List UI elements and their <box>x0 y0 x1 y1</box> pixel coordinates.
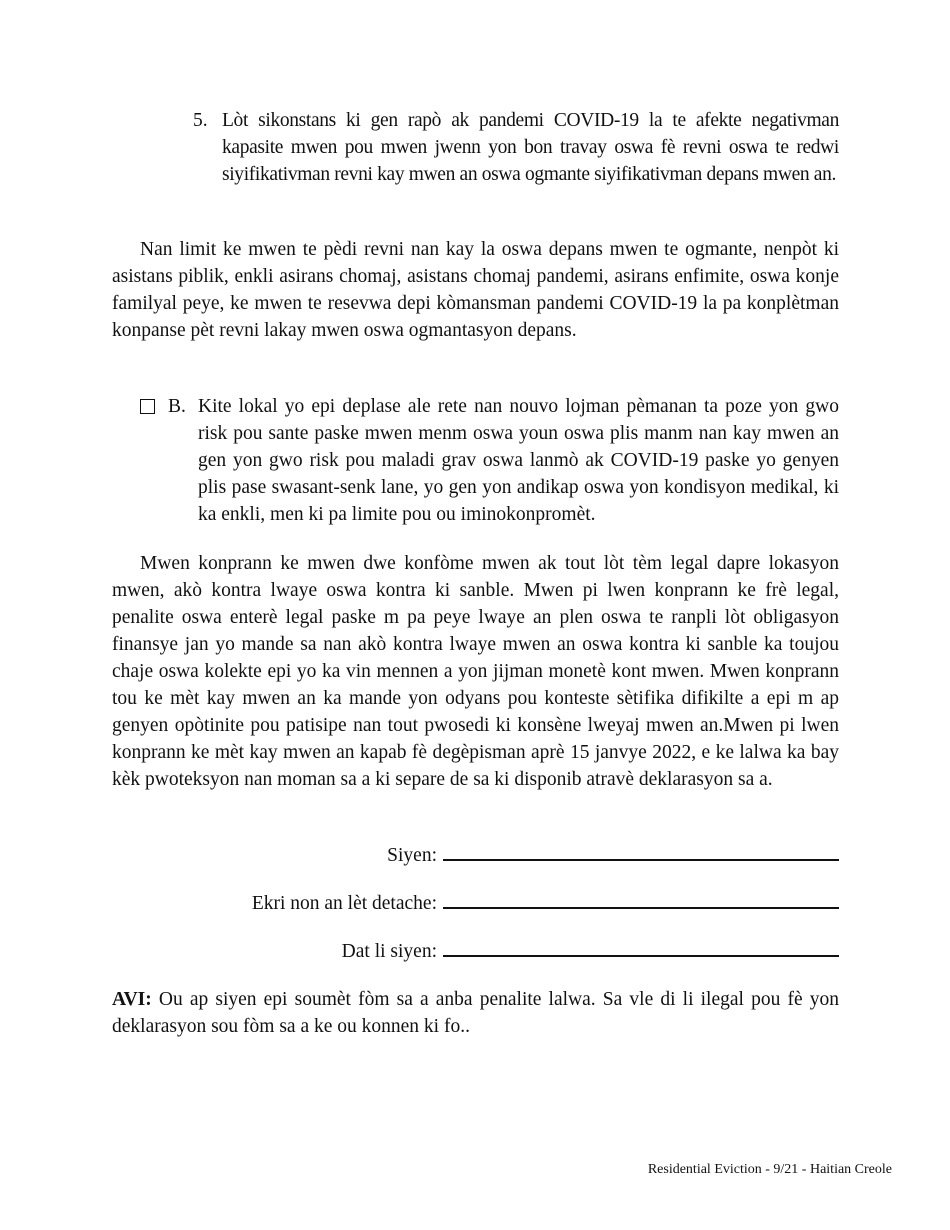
signature-label: Siyen: <box>387 845 437 866</box>
printed-name-label: Ekri non an lèt detache: <box>251 893 437 914</box>
notice-paragraph <box>112 986 839 1040</box>
signature-row <box>387 842 839 869</box>
notice-text: Ou ap siyen epi soumèt fòm sa a anba penalite lalwa. Sa vle di li ilegal pou fè yon deklarasyon sou fòm sa a ke ou konnen ki fo.. <box>112 989 839 1037</box>
printed-name-line[interactable] <box>443 906 839 909</box>
page-footer: Residential Eviction - 9/21 - Haitian Creole <box>647 1162 892 1177</box>
printed-name-row <box>252 890 839 917</box>
option-b <box>140 393 839 528</box>
understanding-paragraph: Mwen konprann ke mwen dwe konfòme mwen ak tout lòt tèm legal dapre lokasyon mwen, akò kontra lwaye oswa kontra ki sanble. Mwen pi lwen konprann ke frè legal, penalite oswa enterè legal paske m pa peye lwaye an plen oswa te ranpli lòt obligasyon finansye jan yo mande sa nan akò kontra lwaye mwen an oswa kontra ki sanble ka toujou chaje oswa kolekte epi yo ka vin mennen a yon jijman monetè kont mwen. Mwen konprann tou ke mèt kay mwen an ka mande yon odyans pou konteste sètifika difikilte a epi m ap genyen opòtinite pou patisipe nan tout pwosedi ki konsène lweyaj mwen an.Mwen pi lwen konprann ke mèt kay mwen an kapab fè degèpisman aprè 15 janvye 2022, e ke lalwa ka bay kèk pwoteksyon nan moman sa a ki separe de sa ki disponib atravè deklarasyon sa a. <box>112 553 839 790</box>
income-paragraph: Nan limit ke mwen te pèdi revni nan kay la oswa depans mwen te ogmante, nenpòt ki asistans piblik, enkli asirans chomaj, asistans chomaj pandemi, asirans enfimite, oswa konje familyal peye, ke mwen te resevwa depi kòmansman pandemi COVID-19 la pa konplètman konpanse pèt revni lakay mwen oswa ogmantasyon depans. <box>112 239 839 341</box>
option-b-text: Kite lokal yo epi deplase ale rete nan nouvo lojman pèmanan ta poze yon gwo risk pou sante paske mwen menm oswa youn oswa plis manm nan kay mwen an gen yon gwo risk pou maladi grav oswa lanmò ak COVID-19 paske yo genyen plis pase swasant-senk lane, yo gen yon andikap oswa yon kondisyon medikal, ki ka enkli, men ki pa limite pou ou iminokonpromèt. <box>198 396 839 525</box>
list-item-text: Lòt sikonstans ki gen rapò ak pandemi COVID-19 la te afekte negativman kapasite mwen pou mwen jwenn yon bon travay oswa fè revni oswa te redwi siyifikativman revni kay mwen an oswa ogmante siyifikativman depans mwen an. <box>222 110 839 185</box>
notice-label: AVI: <box>112 989 152 1010</box>
list-item-5 <box>193 107 839 188</box>
date-line[interactable] <box>443 954 839 957</box>
signature-line[interactable] <box>443 858 839 861</box>
option-b-checkbox[interactable] <box>140 399 155 414</box>
date-label: Dat li siyen: <box>341 941 437 962</box>
list-item-number: 5. <box>193 110 208 131</box>
option-b-letter: B. <box>168 396 186 417</box>
date-row <box>342 938 839 965</box>
